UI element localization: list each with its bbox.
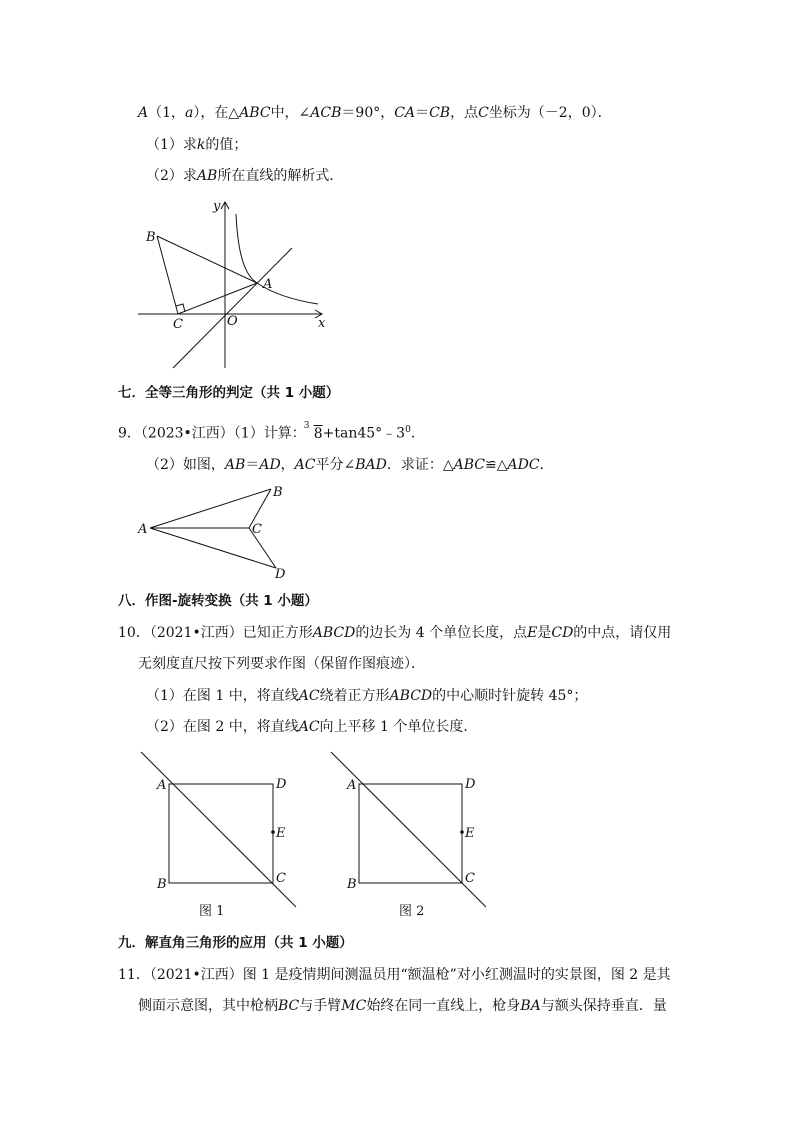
q8-line1: A（1，a），在△ABC中，∠ACB＝90°，CA＝CB，点C坐标为（－2，0）．	[138, 105, 612, 121]
q10-line1: 10．（2021•江西）已知正方形ABCD的边长为 4 个单位长度，点E是CD的中点，请仅用	[118, 625, 672, 641]
q10-part1: （1）在图 1 中，将直线AC绕着正方形ABCD的中心顺时针旋转 45°；	[146, 688, 588, 704]
section9-heading: 九．解直角三角形的应用（共 1 小题）	[118, 935, 353, 951]
label-b: B	[146, 230, 156, 245]
q8-part1: （1）求k的值；	[146, 137, 248, 153]
label-c: C	[276, 871, 286, 886]
label-e: E	[276, 826, 286, 841]
label-d: D	[465, 777, 476, 792]
label-b: B	[273, 485, 283, 500]
figure-1-caption: 图 1	[199, 904, 225, 919]
label-o: O	[227, 314, 238, 329]
cube-root: 3 8	[303, 420, 323, 442]
label-b: B	[157, 877, 167, 892]
label-y: y	[213, 199, 221, 214]
q8-part2: （2）求AB所在直线的解析式．	[146, 168, 344, 184]
label-e: E	[465, 826, 475, 841]
label-d: D	[276, 777, 287, 792]
point-e	[460, 830, 464, 834]
q9-part2: （2）如图，AB＝AD，AC平分∠BAD．求证：△ABC≌△ADC．	[146, 457, 554, 473]
section8-heading: 八．作图-旋转变换（共 1 小题）	[118, 593, 318, 609]
label-b: B	[347, 877, 357, 892]
label-a: A	[347, 778, 357, 793]
q10-part2: （2）在图 2 中，将直线AC向上平移 1 个单位长度．	[146, 719, 478, 735]
q10-line2: 无刻度直尺按下列要求作图（保留作图痕迹）．	[138, 656, 425, 672]
label-c: C	[465, 871, 475, 886]
label-a: A	[138, 522, 148, 537]
figure-2-caption: 图 2	[399, 904, 425, 919]
figure-2	[331, 752, 486, 919]
label-a: A	[157, 778, 167, 793]
section7-heading: 七．全等三角形的判定（共 1 小题）	[118, 385, 340, 401]
q9-line1: 9．（2023•江西）（1）计算： 3 $8+\tan 45^\circ﹣3^0$．	[118, 420, 425, 442]
figure-1	[141, 752, 296, 919]
point-e	[271, 830, 275, 834]
label-c: C	[252, 522, 262, 537]
label-a: A	[263, 277, 273, 292]
label-c: C	[173, 317, 183, 332]
q11-line2: 侧面示意图，其中枪柄BC与手臂MC始终在同一直线上，枪身BA与额头保持垂直．量	[138, 998, 667, 1014]
label-d: D	[275, 567, 286, 582]
label-x: x	[318, 316, 326, 331]
q11-line1: 11．（2021•江西）图 1 是疫情期间测温员用“额温枪”对小红测温时的实景图，图 2 是其	[118, 967, 671, 983]
